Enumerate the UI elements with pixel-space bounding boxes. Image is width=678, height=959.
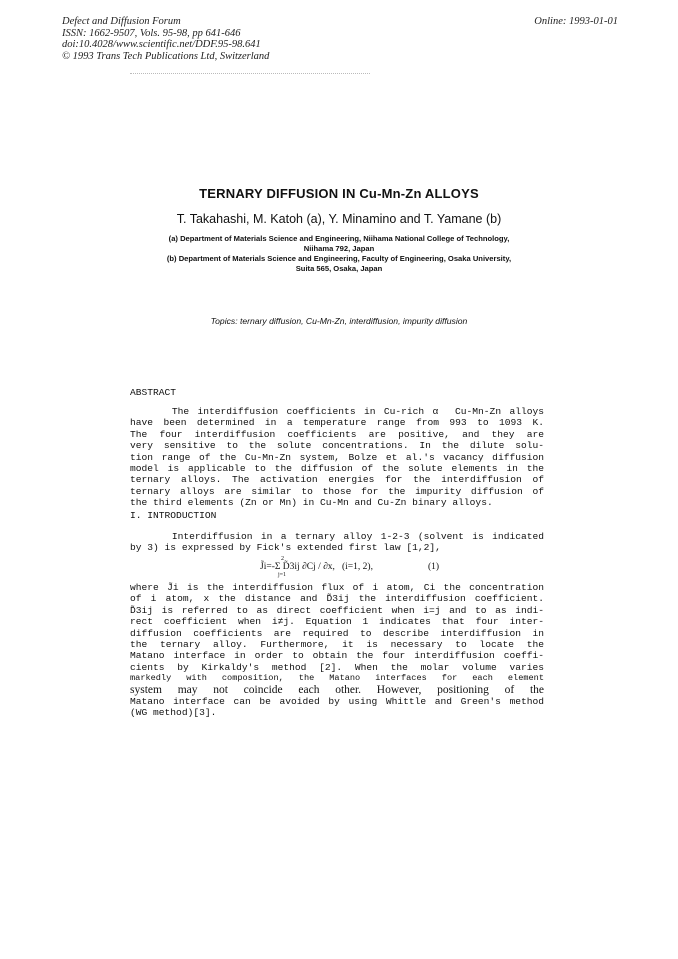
introduction-paragraph-2 <box>130 582 544 719</box>
affiliation-b-line1: (b) Department of Materials Science and Engineering, Faculty of Engineering, Osaka University, <box>166 254 512 263</box>
intro-line: Interdiffusion in a ternary alloy 1-2-3 (solvent is indicated <box>130 531 544 542</box>
introduction-body <box>130 531 544 554</box>
author-list: T. Takahashi, M. Katoh (a), Y. Minamino and T. Yamane (b) <box>176 212 502 226</box>
affiliation-b-line2: Suita 565, Osaka, Japan <box>295 264 383 274</box>
intro-line: of i atom, x the distance and D̃3ij the interdiffusion coefficient. <box>130 593 544 605</box>
equation-number: (1) <box>428 562 440 572</box>
sum-lower-limit: j=1 <box>278 572 287 578</box>
equation-formula: J̃i=-Σ D̃3ij ∂Cj / ∂x, <box>260 562 335 572</box>
journal-header <box>62 16 618 62</box>
intro-line: the ternary alloy. Furthermore, it is necessary to locate the <box>130 639 544 651</box>
issn-line: ISSN: 1662-9507, Vols. 95-98, pp 641-646 <box>62 27 241 39</box>
affiliation-a-line1: (a) Department of Materials Science and Engineering, Niihama National College of Technology, <box>168 234 510 243</box>
abstract-line: The interdiffusion coefficients in Cu-rich α Cu-Mn-Zn alloys <box>130 406 544 417</box>
sum-upper-limit: 2 <box>281 556 284 562</box>
intro-line: diffusion coefficients are required to describe interdiffusion in <box>130 627 544 639</box>
online-date: Online: 1993-01-01 <box>534 16 618 27</box>
abstract-line: model is applicable to the diffusion of the solute elements in the <box>130 463 544 475</box>
paper-title: TERNARY DIFFUSION IN Cu-Mn-Zn ALLOYS <box>199 186 479 201</box>
intro-line: by 3) is expressed by Fick's extended first law [1,2], <box>130 542 441 554</box>
intro-line-large: system may not coincide each other. However, positioning of the <box>130 683 544 696</box>
intro-line: Matano interface in order to obtain the four interdiffusion coeffi- <box>130 650 544 662</box>
intro-line: cients by Kirkaldy's method [2]. When the molar volume varies <box>130 661 544 673</box>
abstract-line: ternary alloys. The activation energies for the interdiffusion of <box>130 474 544 486</box>
affiliation-a <box>130 234 548 254</box>
abstract-line: ternary alloys are similar to those for the impurity diffusion of <box>130 485 544 497</box>
doi-line[interactable]: doi:10.4028/www.scientific.net/DDF.95-98.641 <box>62 39 261 50</box>
affiliation-b <box>130 254 548 274</box>
abstract-line: the third elements (Zn or Mn) in Cu-Mn and Cu-Zn binary alloys. <box>130 497 493 509</box>
affiliation-a-line2: Niihama 792, Japan <box>303 244 375 254</box>
introduction-heading: I. INTRODUCTION <box>130 510 217 521</box>
abstract-heading: ABSTRACT <box>130 387 177 398</box>
journal-name: Defect and Diffusion Forum <box>62 16 181 27</box>
intro-line-small: markedly with composition, the Matano interfaces for each element <box>130 673 544 684</box>
faint-bleedthrough-line <box>130 73 370 77</box>
intro-line: D̃3ij is referred to as direct coefficient when i=j and to as indi- <box>130 604 544 616</box>
intro-line: rect coefficient when i≠j. Equation 1 indicates that four inter- <box>130 616 544 628</box>
copyright-line: © 1993 Trans Tech Publications Ltd, Switzerland <box>62 50 270 62</box>
topics-line: Topics: ternary diffusion, Cu-Mn-Zn, interdiffusion, impurity diffusion <box>210 316 468 326</box>
intro-line: (WG method)[3]. <box>130 707 217 719</box>
intro-line: Matano interface can be avoided by using Whittle and Green's method <box>130 696 544 708</box>
abstract-line: have been determined in a temperature range from 993 to 1093 K. <box>130 417 544 429</box>
abstract-line: tion range of the Cu-Mn-Zn system, Bolze et al.'s vacancy diffusion <box>130 451 544 463</box>
abstract-line: very sensitive to the solute concentrations. In the dilute solu- <box>130 440 544 452</box>
intro-line: where J̃i is the interdiffusion flux of i atom, Ci the concentration <box>130 582 544 593</box>
equation-condition: (i=1, 2), <box>342 562 373 572</box>
abstract-body <box>130 406 544 509</box>
abstract-line: The four interdiffusion coefficients are positive, and they are <box>130 428 544 440</box>
